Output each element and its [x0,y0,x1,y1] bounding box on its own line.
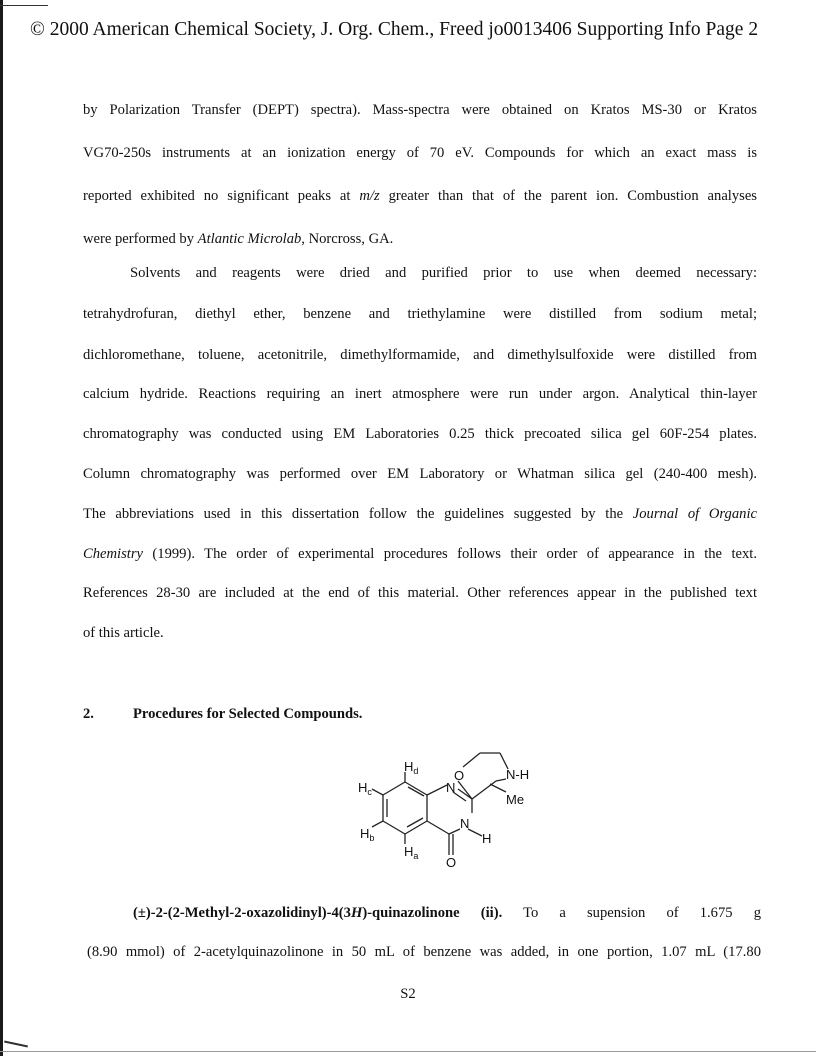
compound-name-italic: H [350,905,363,921]
hd-main: H [404,759,414,774]
text-run: , Norcross, GA. [301,231,394,247]
text-line [83,232,757,247]
text-line: (8.90 mmol) of 2-acetylquinazolinone in 50 mL of benzene was added, in one portion, 1.07 mL (17.80 [87,944,761,960]
text-run: reported exhibited no significant peaks at [83,188,360,204]
text-line: of this article. [83,625,164,641]
section-number: 2. [83,706,94,722]
section-title: Procedures for Selected Compounds. [133,706,363,722]
carbonyl-oxygen: O [446,855,457,870]
italic-journal-name: Journal of Organic [632,506,757,522]
compound-name-part: (±)-2-(2-Methyl-2-oxazolidinyl)-4(3 [133,905,351,921]
scan-left-edge [0,0,3,1056]
text-run: greater than that of the parent ion. Combustion analyses [379,188,757,204]
text-line: References 28-30 are included at the end of this material. Other references appear in the published text [83,585,757,601]
text-line: dichloromethane, toluene, acetonitrile, dimethylformamide, and dimethylsulfoxide were distilled from [83,347,757,363]
hd-label [404,759,418,776]
text-run: To a supension of 1.675 g [502,905,761,921]
ha-sub: a [413,851,419,861]
hb-main: H [360,826,370,841]
n1-atom: N [446,780,456,795]
n3-hydrogen: H [482,831,492,846]
chemical-structure-quinazolinone [340,745,540,870]
text-run: were performed by [83,231,198,247]
hb-label [360,826,374,843]
hb-sub: b [369,833,375,843]
oxazolidine-oxygen: O [454,768,465,783]
text-line [133,906,761,921]
section-heading [83,706,362,723]
text-line: calcium hydride. Reactions requiring an inert atmosphere were run under argon. Analytical thin-layer [83,386,757,402]
hd-sub: d [413,766,419,776]
hc-main: H [358,780,368,795]
running-header: © 2000 American Chemical Society, J. Org. Chem., Freed jo0013406 Supporting Info Page 2 [30,19,759,40]
text-line: Column chromatography was performed over EM Laboratory or Whatman silica gel (240-400 mesh). [83,466,757,482]
text-line: VG70-250s instruments at an ionization energy of 70 eV. Compounds for which an exact mass is [83,145,757,161]
text-line: Solvents and reagents were dried and purified prior to use when deemed necessary: [130,265,757,281]
text-line: by Polarization Transfer (DEPT) spectra). Mass-spectra were obtained on Kratos MS-30 or Kratos [83,102,757,118]
text-run: (1999). The order of experimental procedures follows their order of appearance in the text. [143,546,757,562]
hc-sub: c [367,787,372,797]
text-line: tetrahydrofuran, diethyl ether, benzene and triethylamine were distilled from sodium metal; [83,306,757,322]
scan-bottom-edge [0,1051,816,1052]
text-line [83,189,757,204]
text-line: chromatography was conducted using EM Laboratories 0.25 thick precoated silica gel 60F-254 plates. [83,426,757,442]
scan-top-mark [0,5,48,6]
hc-label [358,780,372,797]
text-line [83,547,757,562]
oxazolidine-nh: N-H [506,767,530,782]
n3-atom: N [460,816,470,831]
italic-company-name: Atlantic Microlab [197,231,302,247]
italic-unit-mz: m/z [359,188,380,204]
italic-journal-name: Chemistry [83,546,143,562]
methyl-label: Me [506,792,525,807]
ha-main: H [404,844,414,859]
compound-name-part: )-quinazolinone (ii). [362,905,503,921]
ha-label [404,844,418,861]
scan-corner-mark [4,1041,28,1048]
text-run: The abbreviations used in this dissertation follow the guidelines suggested by the [83,506,633,522]
page-number: S2 [400,986,416,1002]
compound-name [133,905,502,921]
text-line [83,507,757,522]
